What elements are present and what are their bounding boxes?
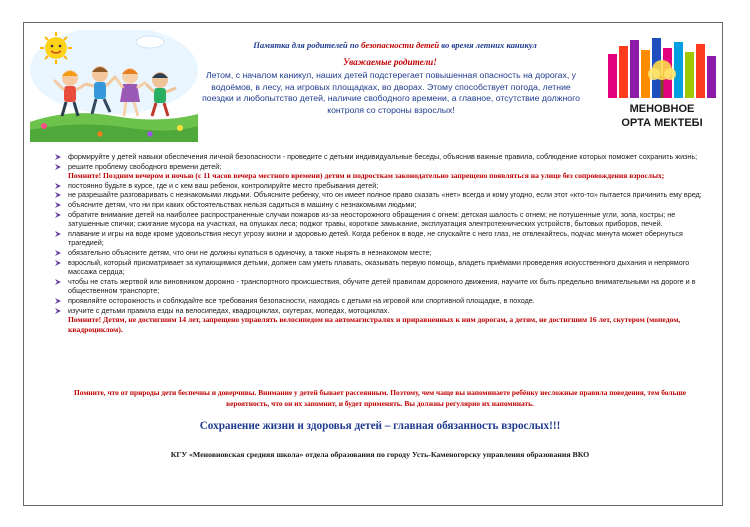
page-title: Памятка для родителей по безопасности детей во время летних каникул [253,40,537,50]
list-item: обязательно объясните детям, что они не должны купаться в одиночку, а также нырять в незнакомом месте; [54,248,704,258]
logo-text-line1: МЕНОВНОЕ [629,103,695,115]
list-item: не разрешайте разговаривать с незнакомыми людьми. Объясните ребенку, что он имеет полное право сказать «нет» всегда и кому угодно, если этот «кто-то» пытается причинить ему вред; [54,190,704,200]
list-item: проявляйте осторожность и соблюдайте все требования безопасности, находясь с детьми на игровой или спортивной площадке, в походе. [54,296,704,306]
children-playing-illustration [30,30,198,142]
greeting-heading: Уважаемые родители! [343,57,437,67]
arrow-bullet-icon [54,259,62,267]
footer-organization: КГУ «Меновновская средняя школа» отдела образования по городу Усть-Каменогорску управления образования ВКО [170,450,590,459]
list-item: постоянно будьте в курсе, где и с кем ваш ребенок, контролируйте место пребывания детей; [54,181,704,191]
arrow-bullet-icon [54,153,62,161]
arrow-bullet-icon [54,278,62,286]
reminder-paragraph: Помните, что от природы дети беспечны и доверчивы. Внимание у детей бывает рассеянным. Поэтому, чем чаще вы напоминаете ребёнку несложные правила поведения, тем больше вероятность, что он их запомнит, и будет применять. Вы должны регулярно их напоминать. [74,388,686,408]
rules-list [54,152,704,334]
list-item-warning: Помните! Детям, не достигшим 14 лет, запрещено управлять велосипедом на автомагистралях и приравненных к ним дорогам, а детям, не достигшим 16 лет, скутером (мопедом, квадроциклом). [68,315,681,334]
list-item: обратите внимание детей на наиболее распространенные случаи пожаров из-за неосторожного обращения с огнем: детская шалость с огнем; не потушенные угли, зола, костры; не затушенные спички; сжигание мусора на участках, на опушках леса; поджог травы, короткое замыкание, эксплуатация электротехнических устройств, бытовых приборов, печей. [54,210,704,229]
list-item: чтобы не стать жертвой или виновником дорожно - транспортного происшествия, обучите детей правилам дорожного движения, научите их быть предельно внимательными на дороге и в общественном транспорте; [54,277,704,296]
list-item: изучите с детьми правила езды на велосипедах, квадроциклах, скутерах, мопедах, мотоциклах. [54,306,704,316]
intro-paragraph: Летом, с началом каникул, наших детей подстерегает повышенная опасность на дорогах, у водоёмов, в лесу, на игровых площадках, во дворах. Этому способствует погода, летние поездки и любопытство детей, наличие свободного времени, а главное, отсутствие должного контроля со стороны взрослых! [202,70,580,115]
list-item-warning: Помните! Поздним вечером и ночью (с 11 часов вечера местного времени) детям и подросткам законодательно запрещено появляться на улице без сопровождения взрослых; [68,171,665,181]
school-logo [600,36,732,132]
list-item: решите проблему свободного времени детей; [54,162,704,172]
arrow-bullet-icon [54,297,62,305]
arrow-bullet-icon [54,230,62,238]
arrow-bullet-icon [54,307,62,315]
arrow-bullet-icon [54,191,62,199]
list-item: формируйте у детей навыки обеспечения личной безопасности - проведите с детьми индивидуальные беседы, объяснив важные правила, соблюдение которых поможет сохранить жизнь; [54,152,704,162]
arrow-bullet-icon [54,163,62,171]
list-item: объясните детям, что ни при каких обстоятельствах нельзя садиться в машину с незнакомыми людьми; [54,200,704,210]
main-slogan: Сохранение жизни и здоровья детей – главная обязанность взрослых!!! [199,420,561,432]
arrow-bullet-icon [54,211,62,219]
arrow-bullet-icon [54,182,62,190]
list-item: плавание и игры на воде кроме удовольствия несут угрозу жизни и здоровью детей. Когда ребенок в воде, не спускайте с него глаз, не отвлекайтесь, подчас минута может обернуться трагедией; [54,229,704,248]
arrow-bullet-icon [54,249,62,257]
arrow-bullet-icon [54,201,62,209]
logo-text-line2: ОРТА МЕКТЕБІ [621,117,703,129]
list-item: взрослый, который присматривает за купающимися детьми, должен сам уметь плавать, оказывать первую помощь, владеть приёмами проведения искусственного дыхания и непрямого массажа сердца; [54,258,704,277]
